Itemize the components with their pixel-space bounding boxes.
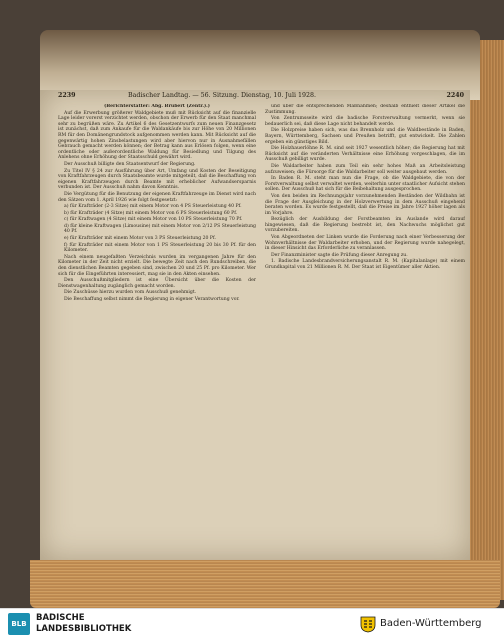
list-item: f) für Krafträder mit einem Motor von 1 PS Steuerleistung 20 bis 30 Pf. für den Kilometer. bbox=[64, 242, 256, 254]
paragraph: Die Waldarbeiter haben zum Teil ein sehr hohes Maß an Arbeitsleistung aufzuweisen; die Fürsorge für die Waldarbeiter soll weiter ausgebaut werden. bbox=[265, 163, 465, 175]
paragraph: Von Zentrumsseite wird die badische Forstverwaltung vermerkt, wenn sie bedauerlich sei, daß diese Lage nicht behandelt werde. bbox=[265, 116, 465, 127]
blb-logo[interactable]: BLB bbox=[8, 613, 30, 635]
left-text-column bbox=[58, 104, 256, 558]
paragraph: Den Ausschußmitgliedern ist eine Übersicht über die Kosten der Dienstwagenhaltung zugänglich gemacht worden. bbox=[58, 278, 256, 289]
paragraph: Nach einem neugefaßten Verzeichnis wurden im vergangenen Jahre für den Kilometer in der Zeit nicht erzielt. Die bewegte Zeit nach den Rundschreiben, die den dienstlichen Beamten gegeben sind, zwischen 20 und 25 Pf. pro Kilometer. Wer sich für die Eingeführten interessiert, mag sie in den Akten einsehen. bbox=[58, 254, 256, 277]
book-bottom-edges bbox=[30, 560, 500, 608]
running-header bbox=[58, 92, 464, 104]
paragraph: (Berichterstatter: Abg. Brubert (Zentr.).) bbox=[104, 104, 210, 109]
paragraph: Die Vergütung für die Benutzung der eigenen Kraftfahrzeuge im Dienst wird nach den Sätzen vom 1. April 1926 wie folgt festgesetzt: bbox=[58, 191, 256, 203]
paragraph: Von Abgeordneten der Linken wurde die Forderung nach einer Verbesserung der Wohnverhältnisse der Waldarbeiter erhoben, und der Regierung wurde nahegelegt, in dieser Hinsicht das Erforderliche zu veranlassen. bbox=[265, 235, 465, 252]
paragraph: Die Zuschüsse hierzu wurden vom Ausschuß genehmigt. bbox=[64, 290, 197, 296]
footer-bar bbox=[0, 608, 504, 639]
list-item: b) für Krafträder (4 Sitze) mit einem Motor von 6 PS Steuerleistung 60 Pf. bbox=[64, 210, 238, 216]
paragraph: In Baden R. M. steht man nun die Frage, ob die Waldgebiete, die von der Forstverwaltung selbst verwaltet werden, weiterhin unter staatlicher Aufsicht stehen sollen. Der Ausschuß hat sich für die Beibehaltung ausgesprochen. bbox=[265, 176, 465, 193]
paragraph: Die Beschaffung selbst nimmt die Regierung in eigener Verantwortung vor. bbox=[64, 297, 240, 302]
paragraph: Bezüglich der Ausbildung der Forstbeamten im Auslande wird darauf hingewiesen, daß die Regierung bestrebt ist, den Nachwuchs möglichst gut vorzubereiten. bbox=[265, 217, 465, 234]
paragraph: Der Finanzminister sagte die Prüfung dieser Anregung zu. bbox=[271, 252, 408, 258]
running-title: Badischer Landtag. — 56. Sitzung. Dienstag, 10. Juli 1928. bbox=[128, 92, 316, 99]
paragraph: Zu Titel IV § 24 zur Ausführung über Art, Umfang und Kosten der Beseitigung von Kraftfahrzeugen durch Staatsbeamte wurde mitgeteilt, daß die Beschaffung von eigenen Kraftfahrzeugen durch Beamte mit erheblicher Aufwandsersparnis verbunden ist. Der Ausschuß nahm davon Kenntnis. bbox=[58, 168, 256, 191]
library-name[interactable] bbox=[36, 613, 131, 635]
list-item: d) für kleine Kraftwagen (Limousine) mit einem Motor von 2/12 PS Steuerleistung 40 Pf. bbox=[64, 223, 256, 235]
paragraph: 1. Badische Landesbrandversicherungsanstalt R. M. (Kapitalanlage) mit einem Grundkapital von 21 Millionen R. M. Der Staat ist Eigentümer aller Aktien. bbox=[265, 259, 465, 271]
paragraph: und über die entsprechenden Maßnahmen; deshalb enthielt dieser Artikel die Zustimmung. bbox=[265, 104, 465, 115]
library-name-line2: LANDESBIBLIOTHEK bbox=[36, 624, 132, 634]
paragraph: Auf die Erwerbung größerer Waldgebiete muß mit Rücksicht auf die finanzielle Lage leider vorerst verzichtet werden, obschon der Erwerb für den Staat manchmal sehr zu begrüßen wäre. Zu Artikel 6 des Gesetzentwurfs zum neuen Finanzgesetz ist zunächst, daß zum Ankaufe für die Waldankäufe bis zur Höhe von 20 Millionen RM für den Domänengrundstock aufgenommen werden kann. Mit Rücksicht auf die gegenwärtig hohen Zinsbelastungen wird aber hiervon nur in Ausnahmefällen Gebrauch gemacht werden können; der Betrag kann aus Erlösen folgen, wenn eine ordentliche oder außerordentliche Waldung für Besiedlung und Tilgung des Anlehens ohne Erhöhung der Staatsschuld gewährt wird. bbox=[58, 110, 256, 161]
library-name-line1: BADISCHE bbox=[36, 613, 85, 623]
page-number-left: 2239 bbox=[58, 92, 76, 99]
paragraph: Die Holzpreise haben sich, was das Brennholz und die Waldbestände in Baden, Bayern, Württemberg, Sachsen und Preußen betrifft, gut entwickelt. Die Zahlen ergeben ein günstiges Bild. bbox=[265, 128, 465, 145]
paragraph: Von den beiden im Rechnungsjahr vorzunehmenden Beständen der Wildbahn ist die Frage der Ausgleichung in der Holzverwertung in dem Ausschuß eingehend beraten worden. Es wurde festgestellt, daß die Preise im Jahre 1927 höher lagen als im Vorjahre. bbox=[265, 193, 465, 216]
paragraph: Die Holzhauerlöhne R. M. sind seit 1927 wesentlich höher; die Regierung hat mit Rücksicht auf die veränderten Verhältnisse eine Erhöhung vorgeschlagen, die im Ausschuß gebilligt wurde. bbox=[265, 146, 465, 163]
right-text-column bbox=[265, 104, 465, 558]
coat-of-arms-icon bbox=[360, 615, 376, 633]
list-item: e) für Krafträder mit einem Motor von 3 PS Steuerleistung 20 Pf. bbox=[64, 236, 217, 242]
list-item: c) für Kraftwagen (4 Sitze) mit einem Motor von 10 PS Steuerleistung 70 Pf. bbox=[64, 217, 243, 223]
paragraph: Der Ausschuß billigte den Staatsentwurf der Regierung. bbox=[64, 161, 196, 167]
state-name[interactable]: Baden-Württemberg bbox=[380, 618, 482, 629]
page-number-right: 2240 bbox=[446, 92, 464, 99]
list-item: a) für Krafträder (2-3 Sitze) mit einem Motor von 4 PS Steuerleistung 40 Pf. bbox=[64, 204, 242, 210]
